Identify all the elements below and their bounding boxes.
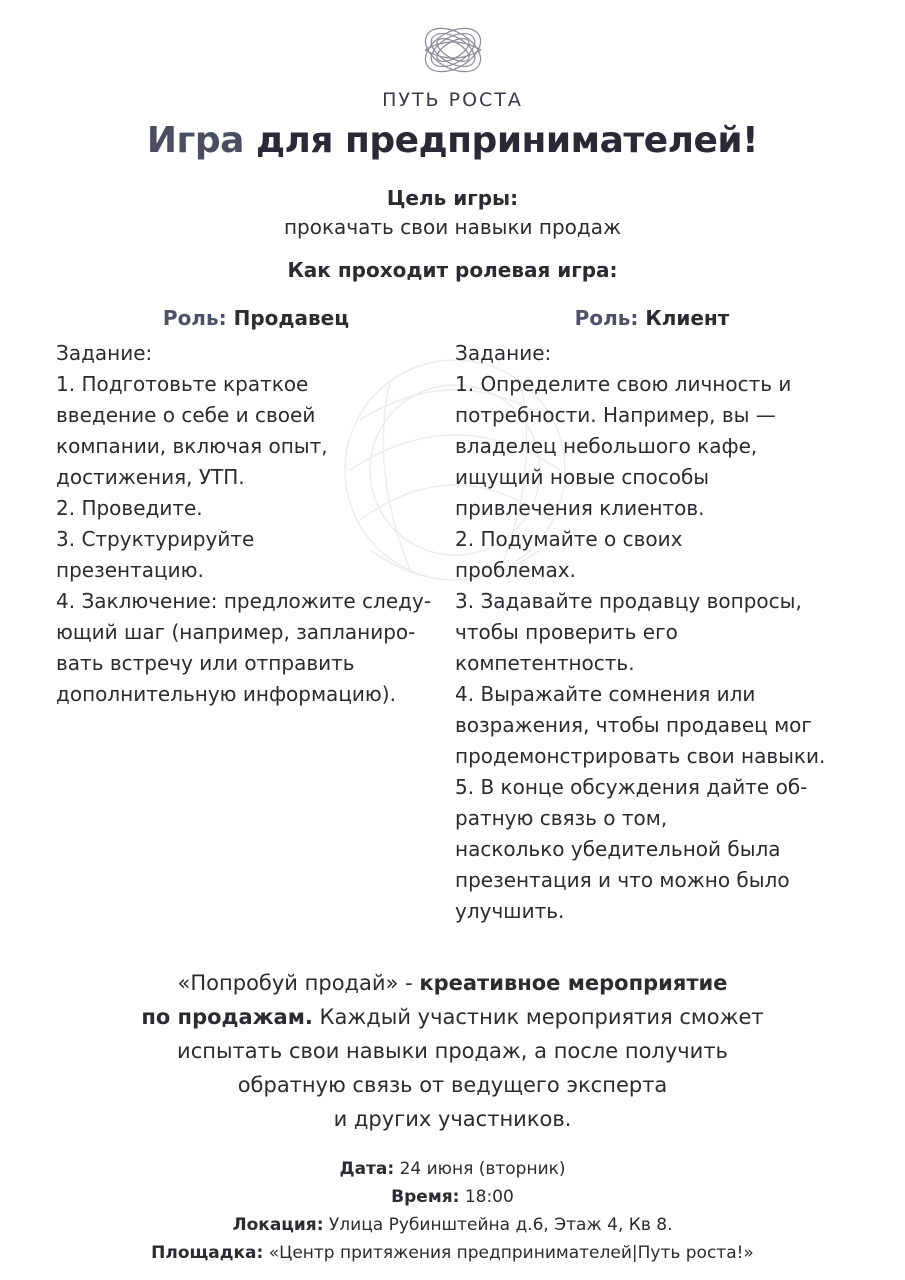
title-accent: Игра xyxy=(146,120,244,161)
seller-line: компании, включая опыт, xyxy=(56,434,328,458)
seller-line: 3. Структурируйте xyxy=(56,527,255,551)
event-description xyxy=(0,966,905,1136)
client-line: улучшить. xyxy=(455,899,565,923)
seller-line: дополнительную информацию). xyxy=(56,682,396,706)
time-label: Время: xyxy=(391,1187,460,1207)
seller-line: 1. Подготовьте краткое xyxy=(56,372,309,396)
client-line: компетентность. xyxy=(455,651,635,675)
client-line: проблемах. xyxy=(455,558,576,582)
seller-role-prefix: Роль: xyxy=(162,306,227,330)
client-line: презентация и что можно было xyxy=(455,868,790,892)
location-label: Локация: xyxy=(232,1215,324,1235)
client-line: 4. Выражайте сомнения или xyxy=(455,682,756,706)
brand-name: ПУТЬ РОСТА xyxy=(382,89,523,111)
goal-text: прокачать свои навыки продаж xyxy=(283,215,622,239)
seller-line: 4. Заключение: предложите следу- xyxy=(56,589,432,613)
client-line: продемонстрировать свои навыки. xyxy=(455,744,826,768)
client-role-heading xyxy=(452,306,852,330)
promo-bold-2: по продажам. xyxy=(141,1005,313,1029)
promo-line: обратную связь от ведущего эксперта xyxy=(237,1073,668,1097)
client-line: ищущий новые способы xyxy=(455,465,710,489)
client-line: 5. В конце обсуждения дайте об- xyxy=(455,775,808,799)
seller-line: 2. Проведите. xyxy=(56,496,203,520)
promo-bold-1: креативное мероприятие xyxy=(419,971,728,995)
title-main: для предпринимателей! xyxy=(255,120,759,161)
seller-role-heading xyxy=(56,306,456,330)
client-line: ратную связь о том, xyxy=(455,806,668,830)
date-row xyxy=(0,1155,905,1183)
client-line: насколько убедительной была xyxy=(455,837,781,861)
time-row xyxy=(0,1183,905,1211)
client-line: 3. Задавайте продавцу вопросы, xyxy=(455,589,802,613)
promo-rest-1: Каждый участник мероприятия сможет xyxy=(312,1005,764,1029)
client-line: Задание: xyxy=(455,341,552,365)
client-line: чтобы проверить его xyxy=(455,620,678,644)
time-value: 18:00 xyxy=(459,1187,514,1207)
client-line: 1. Определите свою личность и xyxy=(455,372,792,396)
client-line: привлечения клиентов. xyxy=(455,496,705,520)
client-task-list xyxy=(455,338,865,927)
venue-label: Площадка: xyxy=(151,1243,264,1263)
brand-logo-icon xyxy=(413,14,493,86)
client-line: возражения, чтобы продавец мог xyxy=(455,713,812,737)
venue-row xyxy=(0,1239,905,1267)
how-label: Как проходит ролевая игра: xyxy=(287,258,618,282)
venue-value: «Центр притяжения предпринимателей|Путь роста!» xyxy=(263,1243,754,1263)
client-role-prefix: Роль: xyxy=(574,306,639,330)
date-label: Дата: xyxy=(339,1159,395,1179)
event-details xyxy=(0,1155,905,1267)
location-row xyxy=(0,1211,905,1239)
seller-line: Задание: xyxy=(56,341,153,365)
location-value: Улица Рубинштейна д.6, Этаж 4, Кв 8. xyxy=(323,1215,673,1235)
seller-line: достижения, УТП. xyxy=(56,465,245,489)
client-line: потребности. Например, вы — xyxy=(455,403,776,427)
page-title xyxy=(0,120,905,161)
promo-quote: «Попробуй продай» - xyxy=(177,971,420,995)
promo-line: и других участников. xyxy=(333,1107,572,1131)
promo-line: испытать свои навыки продаж, а после получить xyxy=(177,1039,728,1063)
seller-role-name: Продавец xyxy=(233,306,350,330)
seller-line: ющий шаг (например, запланиро- xyxy=(56,620,416,644)
date-value: 24 июня (вторник) xyxy=(394,1159,566,1179)
seller-line: введение о себе и своей xyxy=(56,403,316,427)
seller-task-list xyxy=(56,338,446,710)
client-line: владелец небольшого кафе, xyxy=(455,434,758,458)
seller-line: вать встречу или отправить xyxy=(56,651,355,675)
seller-line: презентацию. xyxy=(56,558,204,582)
client-line: 2. Подумайте о своих xyxy=(455,527,683,551)
client-role-name: Клиент xyxy=(645,306,730,330)
goal-label: Цель игры: xyxy=(386,186,519,210)
